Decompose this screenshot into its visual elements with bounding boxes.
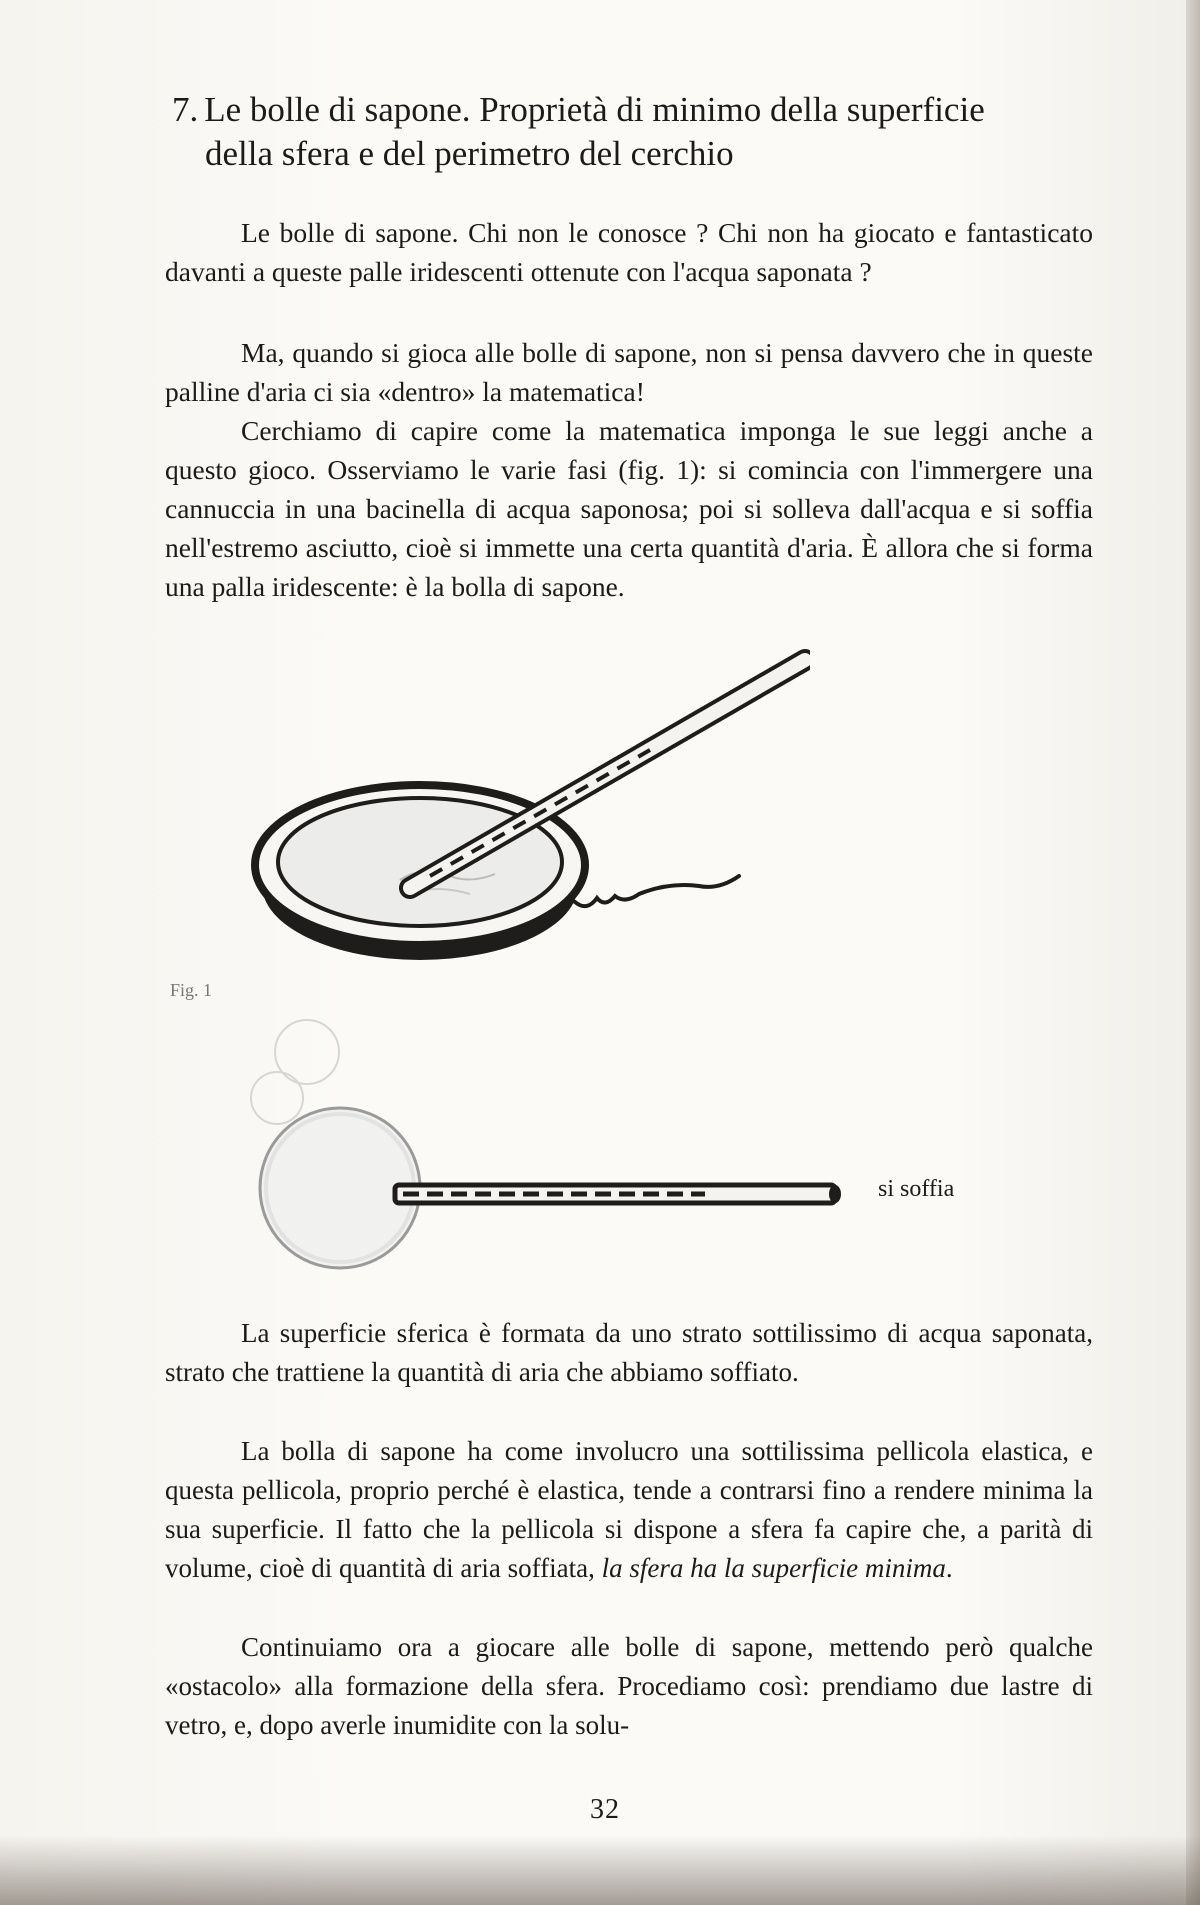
- paragraph-obstacle: Continuiamo ora a giocare alle bolle di sapone, mettendo però qualche «ostacolo» alla formazione della sfera. Procediamo così: prendiamo due lastre di vetro, e, dopo averle inumidite con la solu-: [165, 1632, 1093, 1740]
- paragraph-surface: La superficie sferica è formata da uno strato sottilissimo di acqua saponata, strato che trattiene la quantità di aria che abbiamo soffiato.: [165, 1318, 1093, 1387]
- paragraph-phases: Cerchiamo di capire come la matematica imponga le sue leggi anche a questo gioco. Osserviamo le varie fasi (fig. 1): si comincia con l'immergere una cannuccia in una bacinella di acqua saponosa; poi si solleva dall'acqua e si soffia nell'estremo asciutto, cioè si immette una certa quantità d'aria. È allora che si forma una palla iridescente: è la bolla di sapone.: [165, 415, 1093, 602]
- horizontal-straw-icon: [395, 1185, 841, 1203]
- paragraph-pellicola: [165, 1432, 1093, 1588]
- straw-icon: [410, 660, 805, 888]
- pellicola-end: .: [945, 1553, 953, 1583]
- paragraph-math-inside: Ma, quando si gioca alle bolle di sapone, non si pensa davvero che in queste palline d'aria ci sia «dentro» la matematica!: [165, 337, 1093, 407]
- page-edge: [1186, 0, 1200, 1905]
- paragraph-intro: Le bolle di sapone. Chi non le conosce ? Chi non ha giocato e fantasticato davanti a queste palle iridescenti ottenute con l'acqua saponata ?: [165, 217, 1093, 287]
- figure-label: Fig. 1: [170, 980, 213, 1000]
- bottom-shadow: [0, 1835, 1200, 1905]
- bubble-figure: [235, 1010, 875, 1270]
- basin-figure: [250, 640, 810, 1000]
- page-number: 32: [590, 1794, 620, 1825]
- drip-icon: [575, 876, 739, 906]
- section-number: 7.: [172, 90, 199, 129]
- pellicola-emphasis: la sfera ha la superficie minima: [601, 1553, 946, 1583]
- pellicola-text: La bolla di sapone ha come involucro una sottilissima pellicola elastica, e questa pellicola, proprio perché è elastica, tende a contrarsi fino a rendere minima la sua superficie. Il fatto che la pellicola si dispone a sfera fa capire che, a parità di volume, cioè di quantità di aria soffiata,: [165, 1436, 1093, 1583]
- heading-line-2: della sfera e del perimetro del cerchio: [205, 134, 734, 173]
- heading-line-1: Le bolle di sapone. Proprietà di minimo della superficie: [204, 90, 985, 129]
- section-heading: [172, 88, 1092, 176]
- blow-label: si soffia: [878, 1176, 955, 1202]
